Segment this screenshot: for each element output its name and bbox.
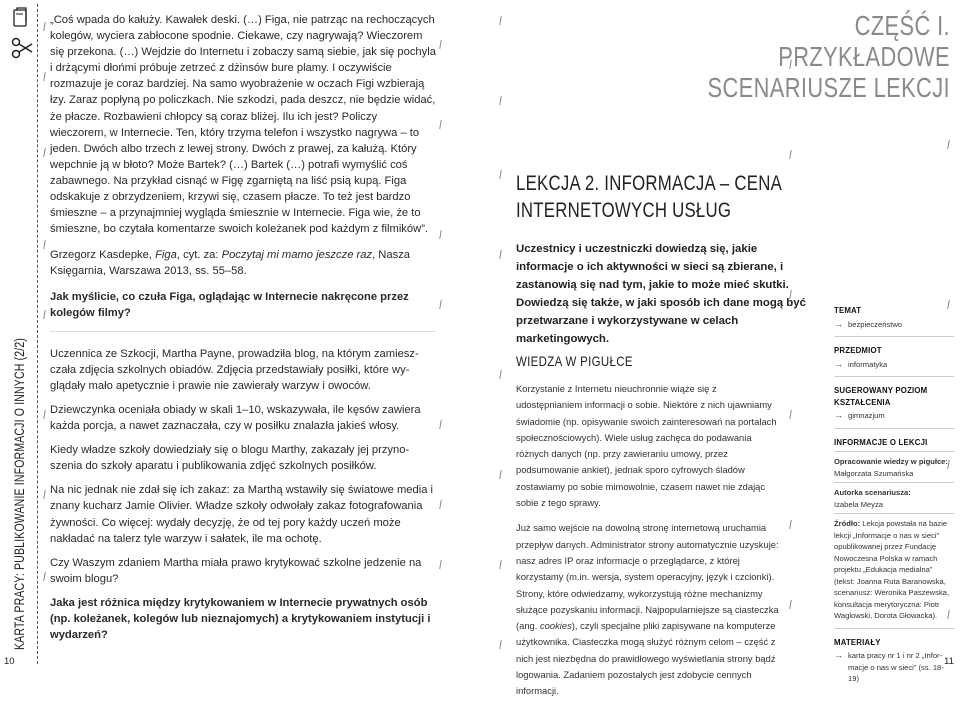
level-value: gimnazjum xyxy=(848,411,885,420)
arrow-icon: → xyxy=(834,318,843,329)
subject-row xyxy=(834,359,954,371)
meta-divider xyxy=(834,336,954,337)
knowledge-paragraph-1: Korzystanie z Internetu nieuchronnie wiąże się z udostępnianiem informacji o sobie. Niektóre z nich ujawniamy świadomie (np. opisywanie swoich zainteresowań na portalach społecznościowych). Wiele usług zachęca do podawania różnych danych (np. przy zawieraniu umowy, przez podsumowanie ankiet), jednak sporo cyfrowych śladów zostawiamy po sobie mimowolnie, czasem nawet nie zdając sobie z tego sprawy. xyxy=(516,383,777,509)
materials-label: MATERIAŁY xyxy=(834,637,881,647)
arrow-icon: → xyxy=(834,650,843,660)
section-divider xyxy=(50,331,436,332)
corner-icons xyxy=(8,6,38,69)
side-title: KARTA PRACY: PUBLIKOWANIE INFORMACJI O INNYCH (2/2) xyxy=(12,337,27,650)
knowledge-heading: WIEDZA W PIGUŁCE xyxy=(516,353,633,369)
arrow-icon: → xyxy=(834,410,843,420)
topic-label: TEMAT xyxy=(834,306,862,315)
arrow-icon: → xyxy=(834,358,843,369)
meta-divider xyxy=(834,428,954,429)
lesson-metadata xyxy=(834,305,954,685)
cut-line xyxy=(37,4,38,664)
materials-value: karta pracy nr 1 i nr 2 „Informacje o nas w sieci” (ss. 18-19) xyxy=(848,651,944,683)
scissors-icon xyxy=(10,36,36,60)
quote-paragraph: „Coś wpada do kałuży. Kawałek deski. (…) Figa, nie patrząc na rechoczących kolegów, wyciera zabłocone spodnie. Ciekawe, czy nagrywają? Wieczorem się przekona. (…) Wejdzie do Internetu i zobaczy samą siebie, jak się pochyla i drżącymi dłońmi próbuje zetrzeć z dżinsów bure plamy. I oczywiście rozmazuje je coraz bardziej. Na samo wyobrażenie w oczach Figi wzbierają łzy. Zaraz popłyną po policzkach. Nie szkodzi, pada deszcz, nie będzie widać, że płacze. Rozbawieni chłopcy są coraz bliżej. Ilu ich jest? Policzy wieczorem, w Internecie. Ten, który trzyma telefon i wszystko nagrywa – to jeden. Dwóch albo trzech z lewej strony. Dwóch z prawej, za kałużą. Który wepchnie ją w błoto? Może Bartek? (…) Bartek (…) potrafi wymyślić coś zabawnego. Na przykład cisnąć w Figę zgarniętą na liść psią kupą. Figa odskakuje z obrzydzeniem, krzywi się, czasem płacze. To też jest bardzo śmieszne – a przynajmniej wygląda śmiesznie w Internecie. Figa wie, że to śmieszne, bo czytała komentarze swoich koleżanek pod każdym z filmików”. xyxy=(50,14,436,236)
story-paragraph: Uczennica ze Szkocji, Martha Payne, prowadziła blog, na którym zamieszczała zdjęcia szkolnych obiadów. Zdjęcia przedstawiały posiłki, które wyglądały mało apetycznie i prawie nie zawierały warzyw i owoców. xyxy=(50,347,419,392)
story-paragraph: Czy Waszym zdaniem Martha miała prawo krytykować szkolne jedzenie na swoim blogu? xyxy=(50,556,422,585)
lesson-title: LEKCJA 2. INFORMACJA – CENA INTERNETOWYCH USŁUG xyxy=(516,172,783,222)
story-paragraph: Kiedy władze szkoły dowiedziały się o blogu Marthy, zakazały jej przynoszenia do szkoły aparatu i publikowania zdjęć szkolnych posiłków. xyxy=(50,444,410,473)
source-note: Źródło: Lekcja powstała na bazie lekcji „Informacje o nas w sieci” opublikowanej przez Fundację Nowoczesna Polska w ramach projektu „Edukacja medialna” (tekst: Joanna Ruta Baranowska, scenariusz: Weronika Paszewska, konsultacja merytoryczna: Piotr Waglowski, Dorota Głowacka). xyxy=(834,519,950,620)
meta-divider xyxy=(834,482,954,483)
meta-divider xyxy=(834,376,954,377)
knowledge-paragraph-2: Już samo wejście na dowolną stronę internetową uruchamia przepływ danych. Administrator strony automatycznie uzyskuje: nasz adres IP oraz informacje o przeglądarce, z której korzystamy (m.in. wersja, system operacyjny, język i czcionki). Strony, które odwiedzamy, wykorzystują różne mechanizmy służące pozyskaniu informacji. Najpopularniejsze są ciasteczka (ang. cookies), czyli specjalne pliki zapisywane na komputerze użytkownika. Ciasteczka mogą służyć różnym celom – część z nich jest niezbędna do prawidłowego wyświetlania strony bądź logowania. Zadaniem pozostałych jest zdobycie cennych informacji. xyxy=(516,522,779,697)
scenario-author: Izabela Meyza xyxy=(834,499,883,509)
lesson-info-label: INFORMACJE O LEKCJI xyxy=(834,437,928,447)
story-paragraph: Dziewczynka oceniała obiady w skali 1–10, wskazywała, ile kęsów zawiera każda porcja, a nawet zaznaczała, czy w posiłku znalazła jakieś włosy. xyxy=(50,403,421,433)
part-title: CZĘŚĆ I. PRZYKŁADOWE SCENARIUSZE LEKCJI xyxy=(707,10,950,103)
meta-divider xyxy=(834,628,954,629)
meta-divider xyxy=(834,451,954,452)
subject-value: informatyka xyxy=(848,359,888,369)
knowledge-author: Małgorzata Szumańska xyxy=(834,468,914,478)
page-number-right: 11 xyxy=(944,656,954,667)
page-number-left: 10 xyxy=(4,656,15,667)
topic-value: bezpieczeństwo xyxy=(848,319,903,329)
level-row xyxy=(834,410,954,422)
topic-row xyxy=(834,319,954,331)
question-2: Jaka jest różnica między krytykowaniem w Internecie prywatnych osób (np. koleżanek, kolegów lub nieznajomych) a krytykowaniem instytucji i wydarzeń? xyxy=(50,596,431,642)
question-1: Jak myślicie, co czuła Figa, oglądając w Internecie nakręcone przez kolegów filmy? xyxy=(50,290,409,319)
story-paragraph: Na nic jednak nie zdał się ich zakaz: za Marthą wstawiły się światowe media i znany kucharz Jamie Olivier. Władze szkoły odwołały zakaz fotografowania żywności. Co więcej: wydały decyzję, że od tej pory każdy uczeń może nakładać na talerz tyle warzyw i sałatek, ile ma ochotę. xyxy=(50,484,434,545)
level-label: SUGEROWANY POZIOM KSZTAŁCENIA xyxy=(834,386,928,407)
knowledge-author-label: Opracowanie wiedzy w pigułce: xyxy=(834,457,948,466)
meta-divider xyxy=(834,513,954,514)
worksheet-column xyxy=(50,12,436,651)
knowledge-body xyxy=(516,381,781,709)
martha-story xyxy=(50,346,436,644)
materials-row xyxy=(834,650,954,685)
lesson-intro: Uczestnicy i uczestniczki dowiedzą się, jakie informacje o ich aktywności w sieci są zbierane, i zastanowią się nad tym, jakie to może mieć skutki. Dowiedzą się także, w jaki sposób ich dane mogą być przetwarzane i wykorzystywane w celach marketingowych. xyxy=(516,243,806,345)
subject-label: PRZEDMIOT xyxy=(834,346,882,355)
source-citation: Grzegorz Kasdepke, Figa, cyt. za: Poczytaj mi mamo jeszcze raz, Nasza Księgarnia, Warszawa 2013, ss. 55–58. xyxy=(50,249,411,278)
scenario-author-label: Autorka scenariusza: xyxy=(834,488,911,497)
